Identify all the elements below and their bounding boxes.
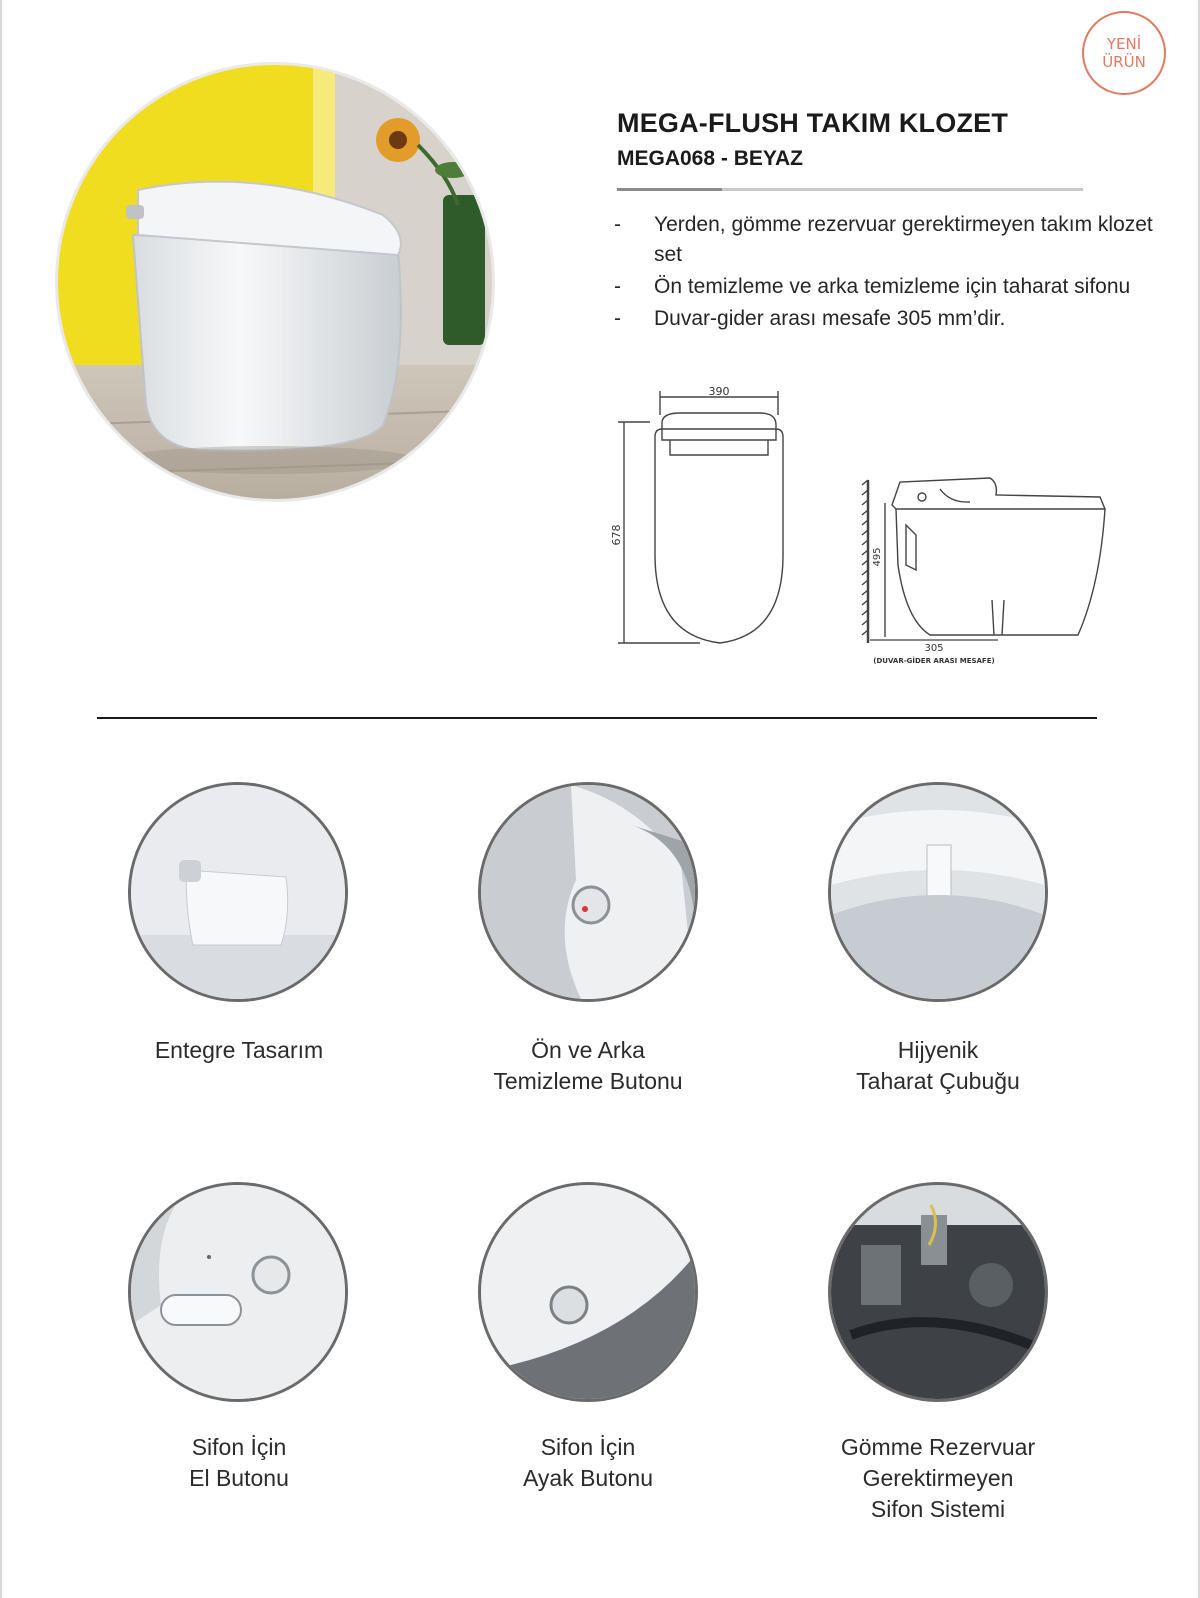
hygienic-wand-photo <box>828 782 1048 1002</box>
bullet-dash: - <box>614 307 621 330</box>
feature-label-hand-flush-button: Sifon İçin El Butonu <box>189 1434 289 1491</box>
badge-line-1: YENİ <box>1106 35 1142 53</box>
feature-list <box>612 210 1172 336</box>
feature-item <box>612 304 1172 334</box>
technical-drawings <box>600 385 1140 685</box>
foot-flush-button-photo <box>478 1182 698 1402</box>
feature-item <box>612 210 1172 270</box>
product-title: MEGA-FLUSH TAKIM KLOZET <box>617 108 1009 138</box>
length-dimension: 678 <box>610 524 623 546</box>
feature-label-integrated-design: Entegre Tasarım <box>154 1037 324 1063</box>
section-divider <box>97 717 1097 719</box>
top-view-drawing <box>618 391 783 643</box>
bullet-dash: - <box>614 275 621 298</box>
new-product-badge <box>1082 11 1166 95</box>
feature-item <box>612 272 1172 302</box>
feature-text: Duvar-gider arası mesafe 305 mm’dir. <box>654 307 1006 330</box>
feature-label-concealed-siphon: Gömme Rezervuar Gerektirmeyen Sifon Sistemi <box>840 1434 1036 1522</box>
width-dimension: 390 <box>708 385 730 398</box>
integrated-design-photo <box>128 782 348 1002</box>
feature-label-foot-flush-button: Sifon İçin Ayak Butonu <box>522 1434 653 1491</box>
distance-dimension: 305 <box>924 643 944 654</box>
title-divider <box>617 188 1083 191</box>
distance-caption: (DUVAR-GİDER ARASI MESAFE) <box>873 657 995 665</box>
cleaning-button-photo <box>478 782 698 1002</box>
toilet-in-bathroom-illustration <box>58 65 495 502</box>
hand-flush-button-photo <box>128 1182 348 1402</box>
feature-text: Ön temizleme ve arka temizleme için taharat sifonu <box>654 275 1131 298</box>
feature-label-cleaning-button: Ön ve Arka Temizleme Butonu <box>493 1037 683 1094</box>
hero-product-photo <box>55 62 495 502</box>
product-code: MEGA068 - BEYAZ <box>617 147 803 170</box>
left-page-border <box>0 0 2 1598</box>
bullet-dash: - <box>614 213 621 236</box>
feature-label-hygienic-wand: Hijyenik Taharat Çubuğu <box>856 1037 1020 1094</box>
side-view-drawing <box>862 478 1105 643</box>
badge-line-2: ÜRÜN <box>1102 53 1146 71</box>
feature-text: Yerden, gömme rezervuar gerektirmeyen takım klozet set <box>654 213 1153 266</box>
height-dimension: 495 <box>872 547 883 567</box>
concealed-siphon-system-photo <box>828 1182 1048 1402</box>
